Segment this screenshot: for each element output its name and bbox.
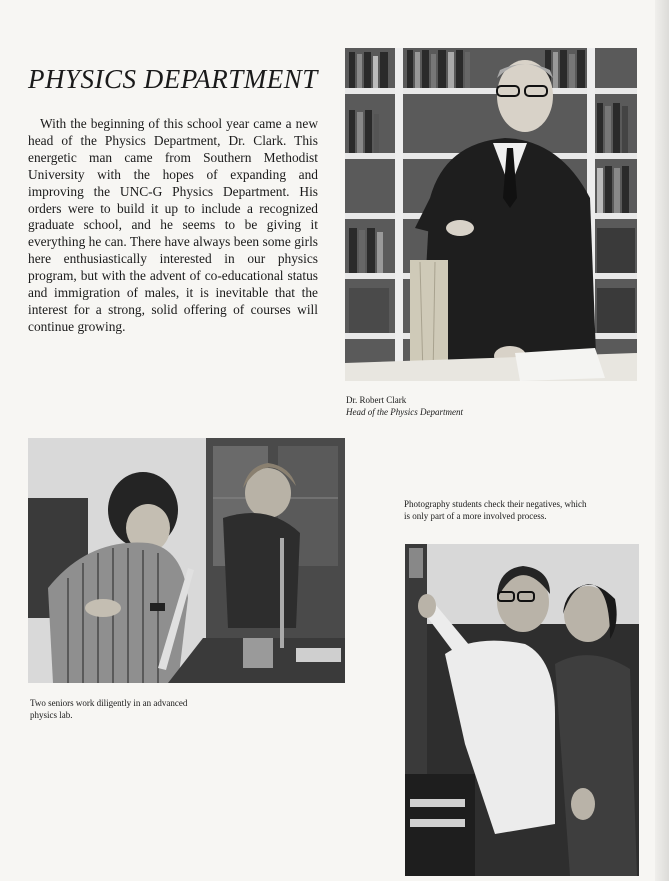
caption-photography: Photography students check their negatives, which is only part of a more involved process.	[404, 499, 587, 521]
page-title: PHYSICS DEPARTMENT	[28, 64, 318, 94]
photo-physics-lab	[28, 438, 345, 683]
article-body: With the beginning of this school year came a new head of the Physics Department, Dr. Clark. This energetic man came from Southern Methodist University with the hopes of expanding and improving the UNC-G Physics Department. His orders were to build it up to include a recognized graduate school, and he seems to be giving it everything he can. There have always been some girls here enthusiastically interested in our physics program, but with the advent of co-educational status and immigration of males, it is inevitable that the interest for a strong, solid offering of courses will continue growing.	[28, 116, 318, 334]
caption-name: Dr. Robert Clark	[346, 395, 407, 405]
photo-dr-clark	[345, 48, 637, 381]
caption-dr-clark	[346, 394, 638, 418]
caption-lab: Two seniors work diligently in an advanced physics lab.	[30, 698, 188, 720]
page-edge-shadow	[655, 0, 669, 881]
photo-photography-students	[405, 544, 639, 876]
caption-title: Head of the Physics Department	[346, 407, 463, 417]
